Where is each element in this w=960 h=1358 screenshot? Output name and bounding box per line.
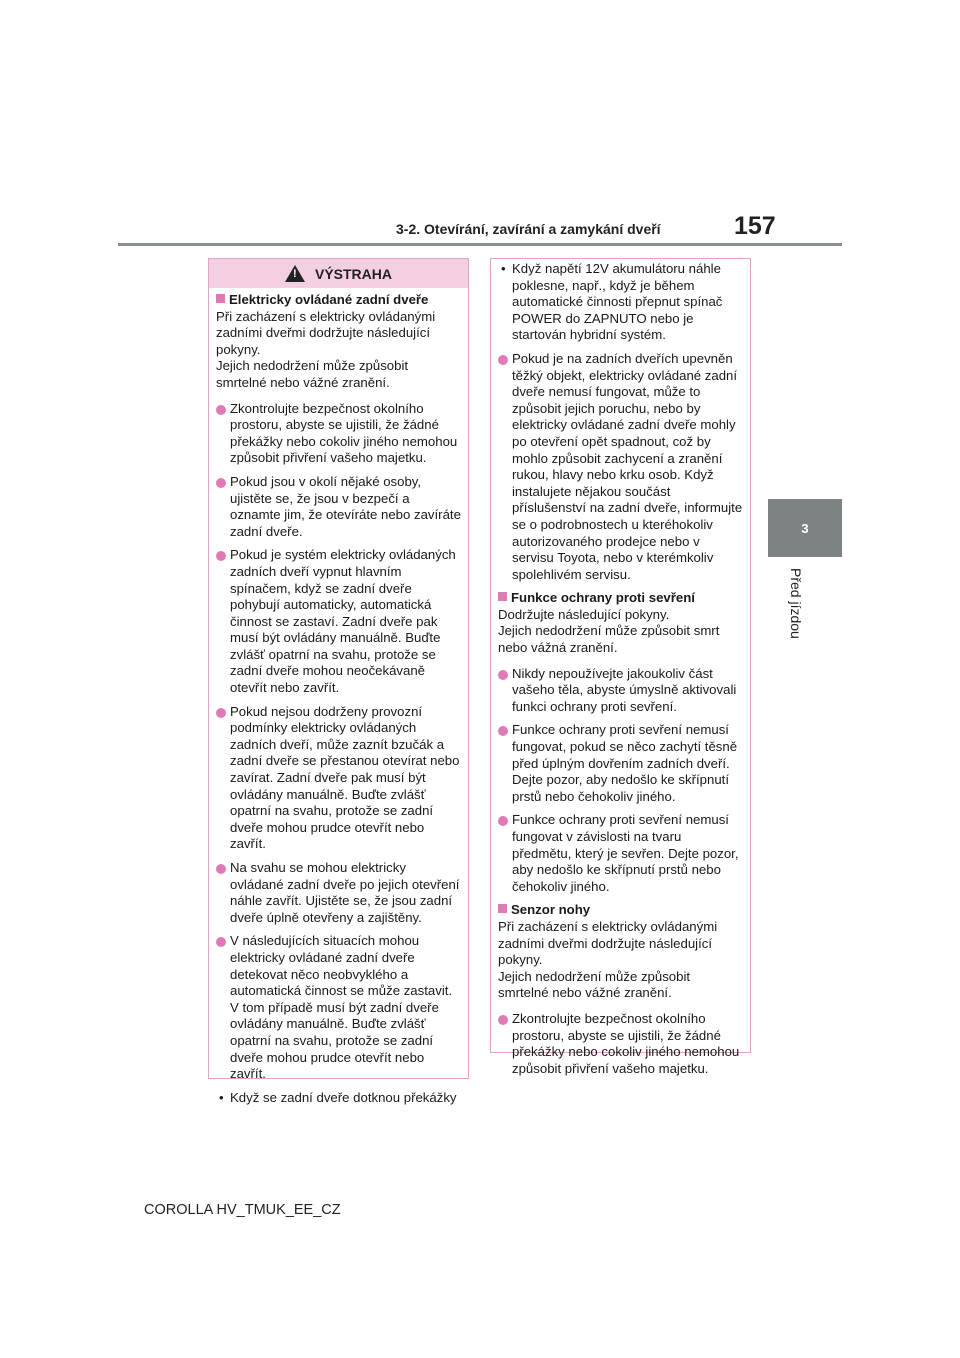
bullet-item: Pokud jsou v okolí nějaké osoby, ujistěte se, že jsou v bezpečí a oznamte jim, že otevíráte nebo zavíráte zadní dveře. bbox=[216, 474, 461, 540]
bullet-item: Funkce ochrany proti sevření nemusí fungovat, pokud se něco zachytí těsně před úplným dovřením zadních dveří. Dejte pozor, aby nedošlo ke skřípnutí prstů nebo čehokoliv jiného. bbox=[498, 722, 743, 805]
bullet-item: Pokud je systém elektricky ovládaných zadních dveří vypnut hlavním spínačem, když se zadní dveře pohybují automaticky, automatická činnost se zastaví. Zadní dveře pak musí být ovládány manuálně. Buďte zvlášť opatrní na svahu, protože se zadní dveře mohou neočekávaně otevřít nebo zavřít. bbox=[216, 547, 461, 696]
chapter-number: 3 bbox=[801, 520, 809, 536]
warning-title: VÝSTRAHA bbox=[314, 265, 392, 282]
header-divider bbox=[118, 243, 842, 246]
chapter-tab bbox=[768, 499, 842, 557]
bullet-item: Zkontrolujte bezpečnost okolního prostoru, abyste se ujistili, že žádné překážky nebo cokoliv jiného nemohou způsobit přivření vašeho majetku. bbox=[216, 401, 461, 467]
section-intro: Při zacházení s elektricky ovládanými zadními dveřmi dodržujte následující pokyny. Jejich nedodržení může způsobit smrtelné nebo vážné zranění. bbox=[216, 308, 436, 390]
page-number: 157 bbox=[734, 212, 776, 240]
warning-triangle-icon bbox=[285, 265, 305, 282]
bullet-item: V následujících situacích mohou elektricky ovládané zadní dveře detekovat něco neobvyklého a automatická činnost se může zastavit. V tom případě musí být zadní dveře ovládány manuálně. Buďte zvlášť opatrní na svahu, protože se zadní dveře mohou prudce otevřít nebo zavřít. bbox=[216, 933, 461, 1082]
bullet-item: Zkontrolujte bezpečnost okolního prostoru, abyste se ujistili, že žádné překážky nebo cokoliv jiného nemohou způsobit přivření vašeho majetku. bbox=[498, 1011, 743, 1077]
warning-box-left bbox=[208, 258, 469, 1105]
warning-header bbox=[209, 259, 468, 288]
sub-bullet-item: • Když napětí 12V akumulátoru náhle poklesne, např., když je během automatické činnosti přepnut spínač POWER do ZAPNUTO nebo je startován hybridní systém. bbox=[498, 261, 743, 344]
section-intro: Dodržujte následující pokyny. Jejich nedodržení může způsobit smrt nebo vážná zranění. bbox=[498, 606, 720, 656]
footer-model-code: COROLLA HV_TMUK_EE_CZ bbox=[144, 1202, 341, 1218]
section-heading: Funkce ochrany proti sevření bbox=[498, 590, 743, 607]
warning-content-left bbox=[209, 288, 468, 1117]
bullet-item: Pokud je na zadních dveřích upevněn těžký objekt, elektricky ovládané zadní dveře nemusí fungovat, může to způsobit jejich poruchu, nebo by elektricky ovládané zadní dveře mohly po otevření opět spadnout, což by mohlo způsobit zachycení a zranění rukou, hlavy nebo krku osob. Když instalujete nějakou součást příslušenství na zadní dveře, informujte se o podrobnostech u kteréhokoliv autorizovaného prodejce nebo v servisu Toyota, nebo v kterémkoliv spolehlivém servisu. bbox=[498, 351, 743, 583]
chapter-title: Před jízdou bbox=[788, 568, 804, 639]
section-intro: Při zacházení s elektricky ovládanými zadními dveřmi dodržujte následující pokyny. Jejich nedodržení může způsobit smrtelné nebo vážné zranění. bbox=[498, 918, 718, 1001]
bullet-item: Funkce ochrany proti sevření nemusí fungovat v závislosti na tvaru předmětu, který je sevřen. Dejte pozor, aby nedošlo ke skřípnutí prstů nebo čehokoliv jiného. bbox=[498, 812, 743, 895]
bullet-item: Pokud nejsou dodrženy provozní podmínky elektricky ovládaných zadních dveří, může zaznít bzučák a zadní dveře se přestanou otevírat nebo zavírat. Zadní dveře pak musí být ovládány manuálně. Buďte zvlášť opatrní na svahu, protože se zadní dveře mohou prudce otevřít nebo zavřít. bbox=[216, 704, 461, 853]
section-heading: Elektricky ovládané zadní dveře bbox=[216, 292, 461, 309]
warning-box-right bbox=[490, 258, 751, 1076]
warning-content-right bbox=[491, 259, 750, 1088]
bullet-item: Nikdy nepoužívejte jakoukoliv část vašeho těla, abyste úmyslně aktivovali funkci ochrany proti sevření. bbox=[498, 666, 743, 716]
section-title: 3-2. Otevírání, zavírání a zamykání dveří bbox=[396, 221, 661, 237]
sub-bullet-item: • Když se zadní dveře dotknou překážky bbox=[216, 1090, 461, 1107]
bullet-item: Na svahu se mohou elektricky ovládané zadní dveře po jejich otevření náhle zavřít. Ujistěte se, že jsou zadní dveře úplně otevřeny a zajištěny. bbox=[216, 860, 461, 926]
section-heading: Senzor nohy bbox=[498, 902, 743, 919]
